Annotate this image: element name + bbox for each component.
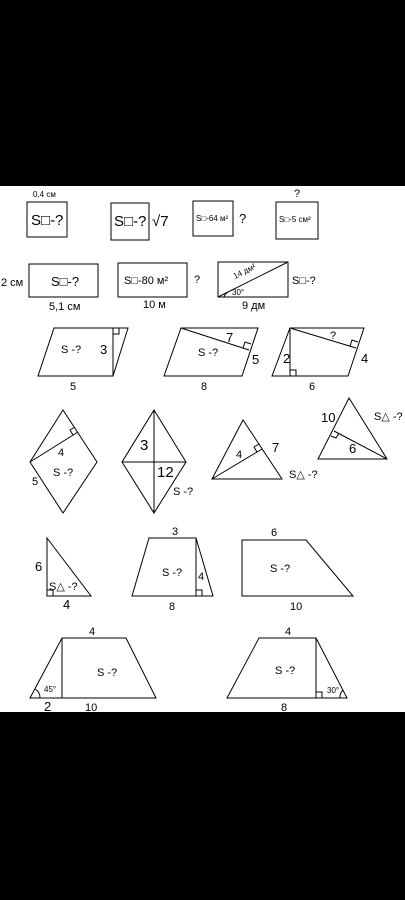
p2-base-label: 8 xyxy=(201,381,208,393)
tr1-area-label: S -? xyxy=(162,567,183,579)
tr1-top-label: 3 xyxy=(172,526,179,538)
r1-diag-label: 4 xyxy=(58,447,65,459)
tr1-height-label: 4 xyxy=(198,571,205,583)
t1-diag-label: 4 xyxy=(236,449,243,461)
t3-side-label: 6 xyxy=(35,559,43,574)
t3-base-label: 4 xyxy=(63,597,71,612)
tr3-base-label: 10 xyxy=(85,702,98,712)
rectangle-3 xyxy=(218,262,316,312)
tr3-left-label: 2 xyxy=(44,699,52,712)
t1-area-label: S△ -? xyxy=(289,469,318,481)
trapezoid-4 xyxy=(227,626,347,712)
rectangle-2 xyxy=(118,263,200,311)
rhombus-1 xyxy=(30,410,97,513)
square-1 xyxy=(27,190,67,237)
tr1-base-label: 8 xyxy=(169,601,176,613)
rect3-area-label: S□-? xyxy=(292,275,316,287)
tr3-top-label: 4 xyxy=(89,626,96,638)
t3-area-label: S△ -? xyxy=(49,581,78,593)
square1-side-label: 0,4 см xyxy=(33,190,56,199)
rect1-side-label: 2 см xyxy=(1,277,24,289)
tr4-area-label: S -? xyxy=(275,665,296,677)
triangle-2 xyxy=(318,398,403,459)
p3-top-label: ? xyxy=(330,330,337,342)
rect3-angle-label: 30° xyxy=(232,288,245,297)
rect3-diagonal-label: 14 дм² xyxy=(231,261,258,281)
p1-base-label: 5 xyxy=(70,381,77,393)
tr2-base-label: 10 xyxy=(290,601,303,613)
tr3-area-label: S -? xyxy=(97,667,118,679)
tr4-angle-label: 30° xyxy=(327,686,340,695)
trapezoid-3 xyxy=(30,626,156,712)
p2-area-label: S -? xyxy=(198,347,219,359)
worksheet xyxy=(0,186,405,712)
p3-base-label: 6 xyxy=(309,381,316,393)
trapezoid-2 xyxy=(242,527,353,613)
square-3 xyxy=(193,201,246,236)
square1-area-label: S□-? xyxy=(31,212,64,229)
square-4 xyxy=(276,188,318,239)
rect2-area-label: S□-80 м² xyxy=(124,275,169,287)
tr2-area-label: S -? xyxy=(270,563,291,575)
p3-right-label: 4 xyxy=(361,351,369,366)
r1-side-label: 5 xyxy=(32,476,39,488)
square3-area-label: S□-64 м² xyxy=(196,214,229,223)
p1-height-label: 3 xyxy=(100,342,108,357)
rhombus-2 xyxy=(122,410,193,513)
rect2-question: ? xyxy=(194,274,201,286)
rect1-bottom-label: 5,1 см xyxy=(49,301,81,313)
square2-area-label: S□-? xyxy=(114,213,147,230)
rect3-bottom-label: 9 дм xyxy=(242,300,266,312)
t2-side-label: 10 xyxy=(321,410,336,425)
square4-area-label: S□-5 см² xyxy=(279,215,311,224)
p3-left-label: 2 xyxy=(283,351,291,366)
p2-side-label: 5 xyxy=(252,352,260,367)
r2-area-label: S -? xyxy=(173,486,194,498)
tr2-top-label: 6 xyxy=(271,527,278,539)
triangle-3 xyxy=(35,538,91,612)
r2-diag-label: 12 xyxy=(157,464,174,481)
p2-top-label: 7 xyxy=(226,330,234,345)
tr4-base-label: 8 xyxy=(281,702,288,712)
square3-question: ? xyxy=(239,211,247,226)
p1-area-label: S -? xyxy=(61,344,82,356)
tr4-top-label: 4 xyxy=(285,626,292,638)
parallelogram-2 xyxy=(164,328,259,393)
rect2-bottom-label: 10 м xyxy=(143,299,166,311)
parallelogram-3 xyxy=(272,328,368,393)
t2-base-label: 6 xyxy=(349,441,357,456)
t1-side-label: 7 xyxy=(272,440,280,455)
rect1-area-label: S□-? xyxy=(51,274,80,289)
tr3-angle-label: 45° xyxy=(44,685,57,694)
trapezoid-1 xyxy=(132,526,213,613)
r2-top-label: 3 xyxy=(140,437,149,454)
r1-area-label: S -? xyxy=(53,467,74,479)
parallelogram-1 xyxy=(38,328,128,393)
rectangle-1 xyxy=(1,264,98,313)
geometry-figures xyxy=(0,186,405,712)
square2-side-label: √7 xyxy=(152,213,169,230)
square-2 xyxy=(111,203,169,240)
triangle-1 xyxy=(212,420,318,481)
square4-question: ? xyxy=(294,188,301,200)
t2-area-label: S△ -? xyxy=(374,411,403,423)
